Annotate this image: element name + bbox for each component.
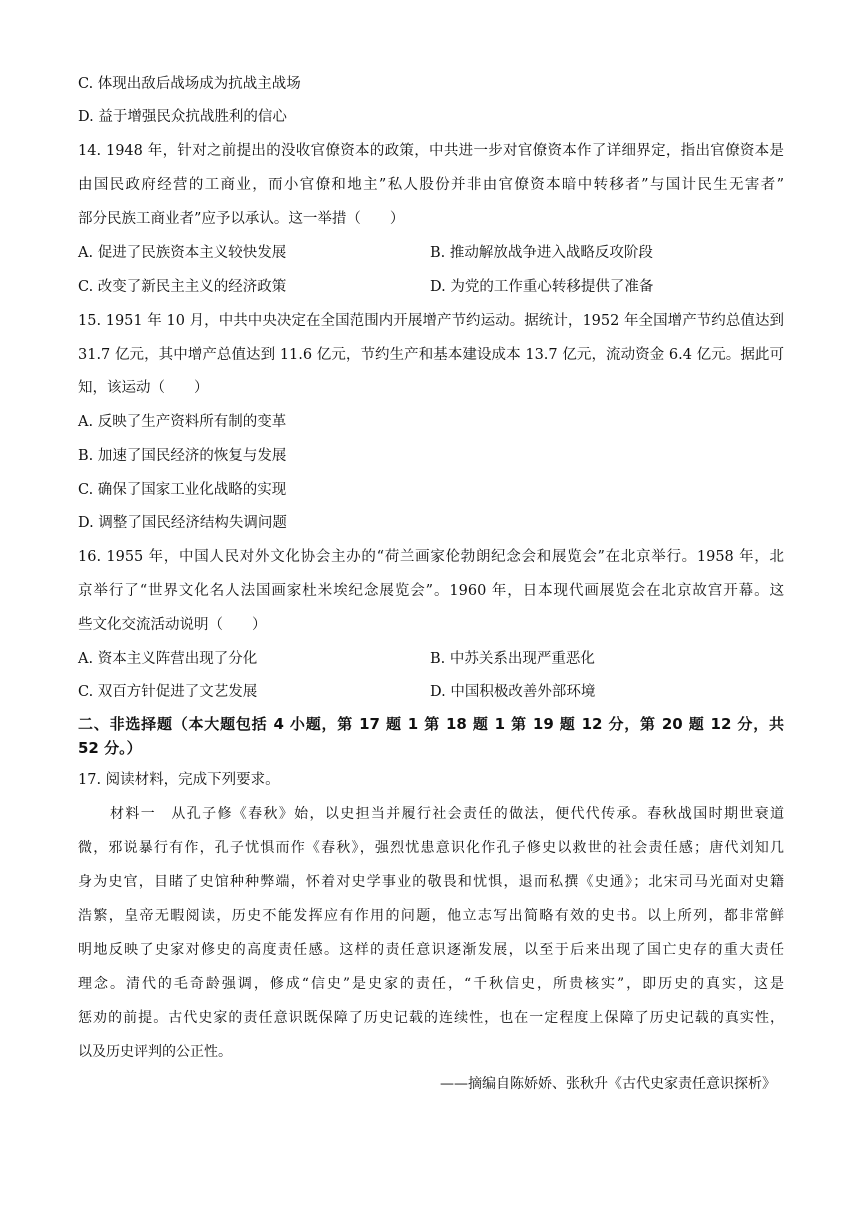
q13-option-d: D. 益于增强民众抗战胜利的信心 xyxy=(78,109,287,125)
material-line: 以及历史评判的公正性。 xyxy=(78,1044,232,1060)
q16-stem-line-2: 京举行了“世界文化名人法国画家杜米埃纪念展览会”。1960 年，日本现代画展览会在北京故宫开幕。这 xyxy=(78,583,784,599)
q14-stem-line-3: 部分民族工商业者”应予以承认。这一举措（ ） xyxy=(78,211,405,227)
q13-option-c: C. 体现出敌后战场成为抗战主战场 xyxy=(78,76,301,92)
q16-stem-line-3: 些文化交流活动说明（ ） xyxy=(78,617,267,633)
q15-option-d: D. 调整了国民经济结构失调问题 xyxy=(78,515,287,531)
material-line: 惩劝的前提。古代史家的责任意识既保障了历史记载的连续性，也在一定程度上保障了历史记载的真实性， xyxy=(78,1010,784,1026)
material-line: 材料一 从孔子修《春秋》始，以史担当并履行社会责任的做法，便代代传承。春秋战国时期世衰道 xyxy=(110,806,784,822)
q16-option-a: A. 资本主义阵营出现了分化 xyxy=(78,651,258,667)
q15-stem-line-3: 知，该运动（ ） xyxy=(78,380,209,396)
q14-stem-line-1: 14. 1948 年，针对之前提出的没收官僚资本的政策，中共进一步对官僚资本作了详细界定，指出官僚资本是 xyxy=(78,143,784,159)
q15-stem-line-1: 15. 1951 年 10 月，中共中央决定在全国范围内开展增产节约运动。据统计，1952 年全国增产节约总值达到 xyxy=(78,313,784,329)
material-line: 浩繁，皇帝无暇阅读，历史不能发挥应有作用的问题，他立志写出简略有效的史书。以上所列，都非常鲜 xyxy=(78,908,784,924)
q15-stem-line-2: 31.7 亿元，其中增产总值达到 11.6 亿元，节约生产和基本建设成本 13.7 亿元，流动资金 6.4 亿元。据此可 xyxy=(78,347,784,363)
q14-option-d: D. 为党的工作重心转移提供了准备 xyxy=(430,279,654,295)
q15-option-c: C. 确保了国家工业化战略的实现 xyxy=(78,482,287,498)
material-line: 微，邪说暴行有作，孔子忧惧而作《春秋》，强烈忧患意识化作孔子修史以救世的社会责任感；唐代刘知几 xyxy=(78,840,784,856)
material-line: 明地反映了史家对修史的高度责任感。这样的责任意识逐渐发展，以至于后来出现了国亡史存的重大责任 xyxy=(78,942,784,958)
material-source: ——摘编自陈娇娇、张秋升《古代史家责任意识探析》 xyxy=(440,1076,776,1092)
q16-option-b: B. 中苏关系出现严重恶化 xyxy=(430,651,595,667)
q14-option-a: A. 促进了民族资本主义较快发展 xyxy=(78,245,287,261)
q16-option-c: C. 双百方针促进了文艺发展 xyxy=(78,684,258,700)
q16-option-d: D. 中国积极改善外部环境 xyxy=(430,684,596,700)
section-2-title-line-1: 二、非选择题（本大题包括 4 小题，第 17 题 1 第 18 题 1 第 19 题 12 分，第 20 题 12 分，共 xyxy=(78,715,784,733)
q15-option-b: B. 加速了国民经济的恢复与发展 xyxy=(78,448,287,464)
q16-stem-line-1: 16. 1955 年，中国人民对外文化协会主办的“荷兰画家伦勃朗纪念会和展览会”在北京举行。1958 年，北 xyxy=(78,549,784,565)
section-2-title-line-2: 52 分。） xyxy=(78,739,142,757)
q14-option-c: C. 改变了新民主主义的经济政策 xyxy=(78,279,287,295)
q14-option-b: B. 推动解放战争进入战略反攻阶段 xyxy=(430,245,653,261)
q17-stem: 17. 阅读材料，完成下列要求。 xyxy=(78,772,280,788)
material-line: 身为史官，目睹了史馆种种弊端，怀着对史学事业的敬畏和忧惧，退而私撰《史通》；北宋司马光面对史籍 xyxy=(78,874,784,890)
q14-stem-line-2: 由国民政府经营的工商业，而小官僚和地主”私人股份并非由官僚资本暗中转移者”与国计民生无害者” xyxy=(78,177,784,193)
q15-option-a: A. 反映了生产资料所有制的变革 xyxy=(78,414,287,430)
material-line: 理念。清代的毛奇龄强调，修成“信史”是史家的责任，“千秋信史，所贵核实”，即历史的真实，这是 xyxy=(78,976,784,992)
